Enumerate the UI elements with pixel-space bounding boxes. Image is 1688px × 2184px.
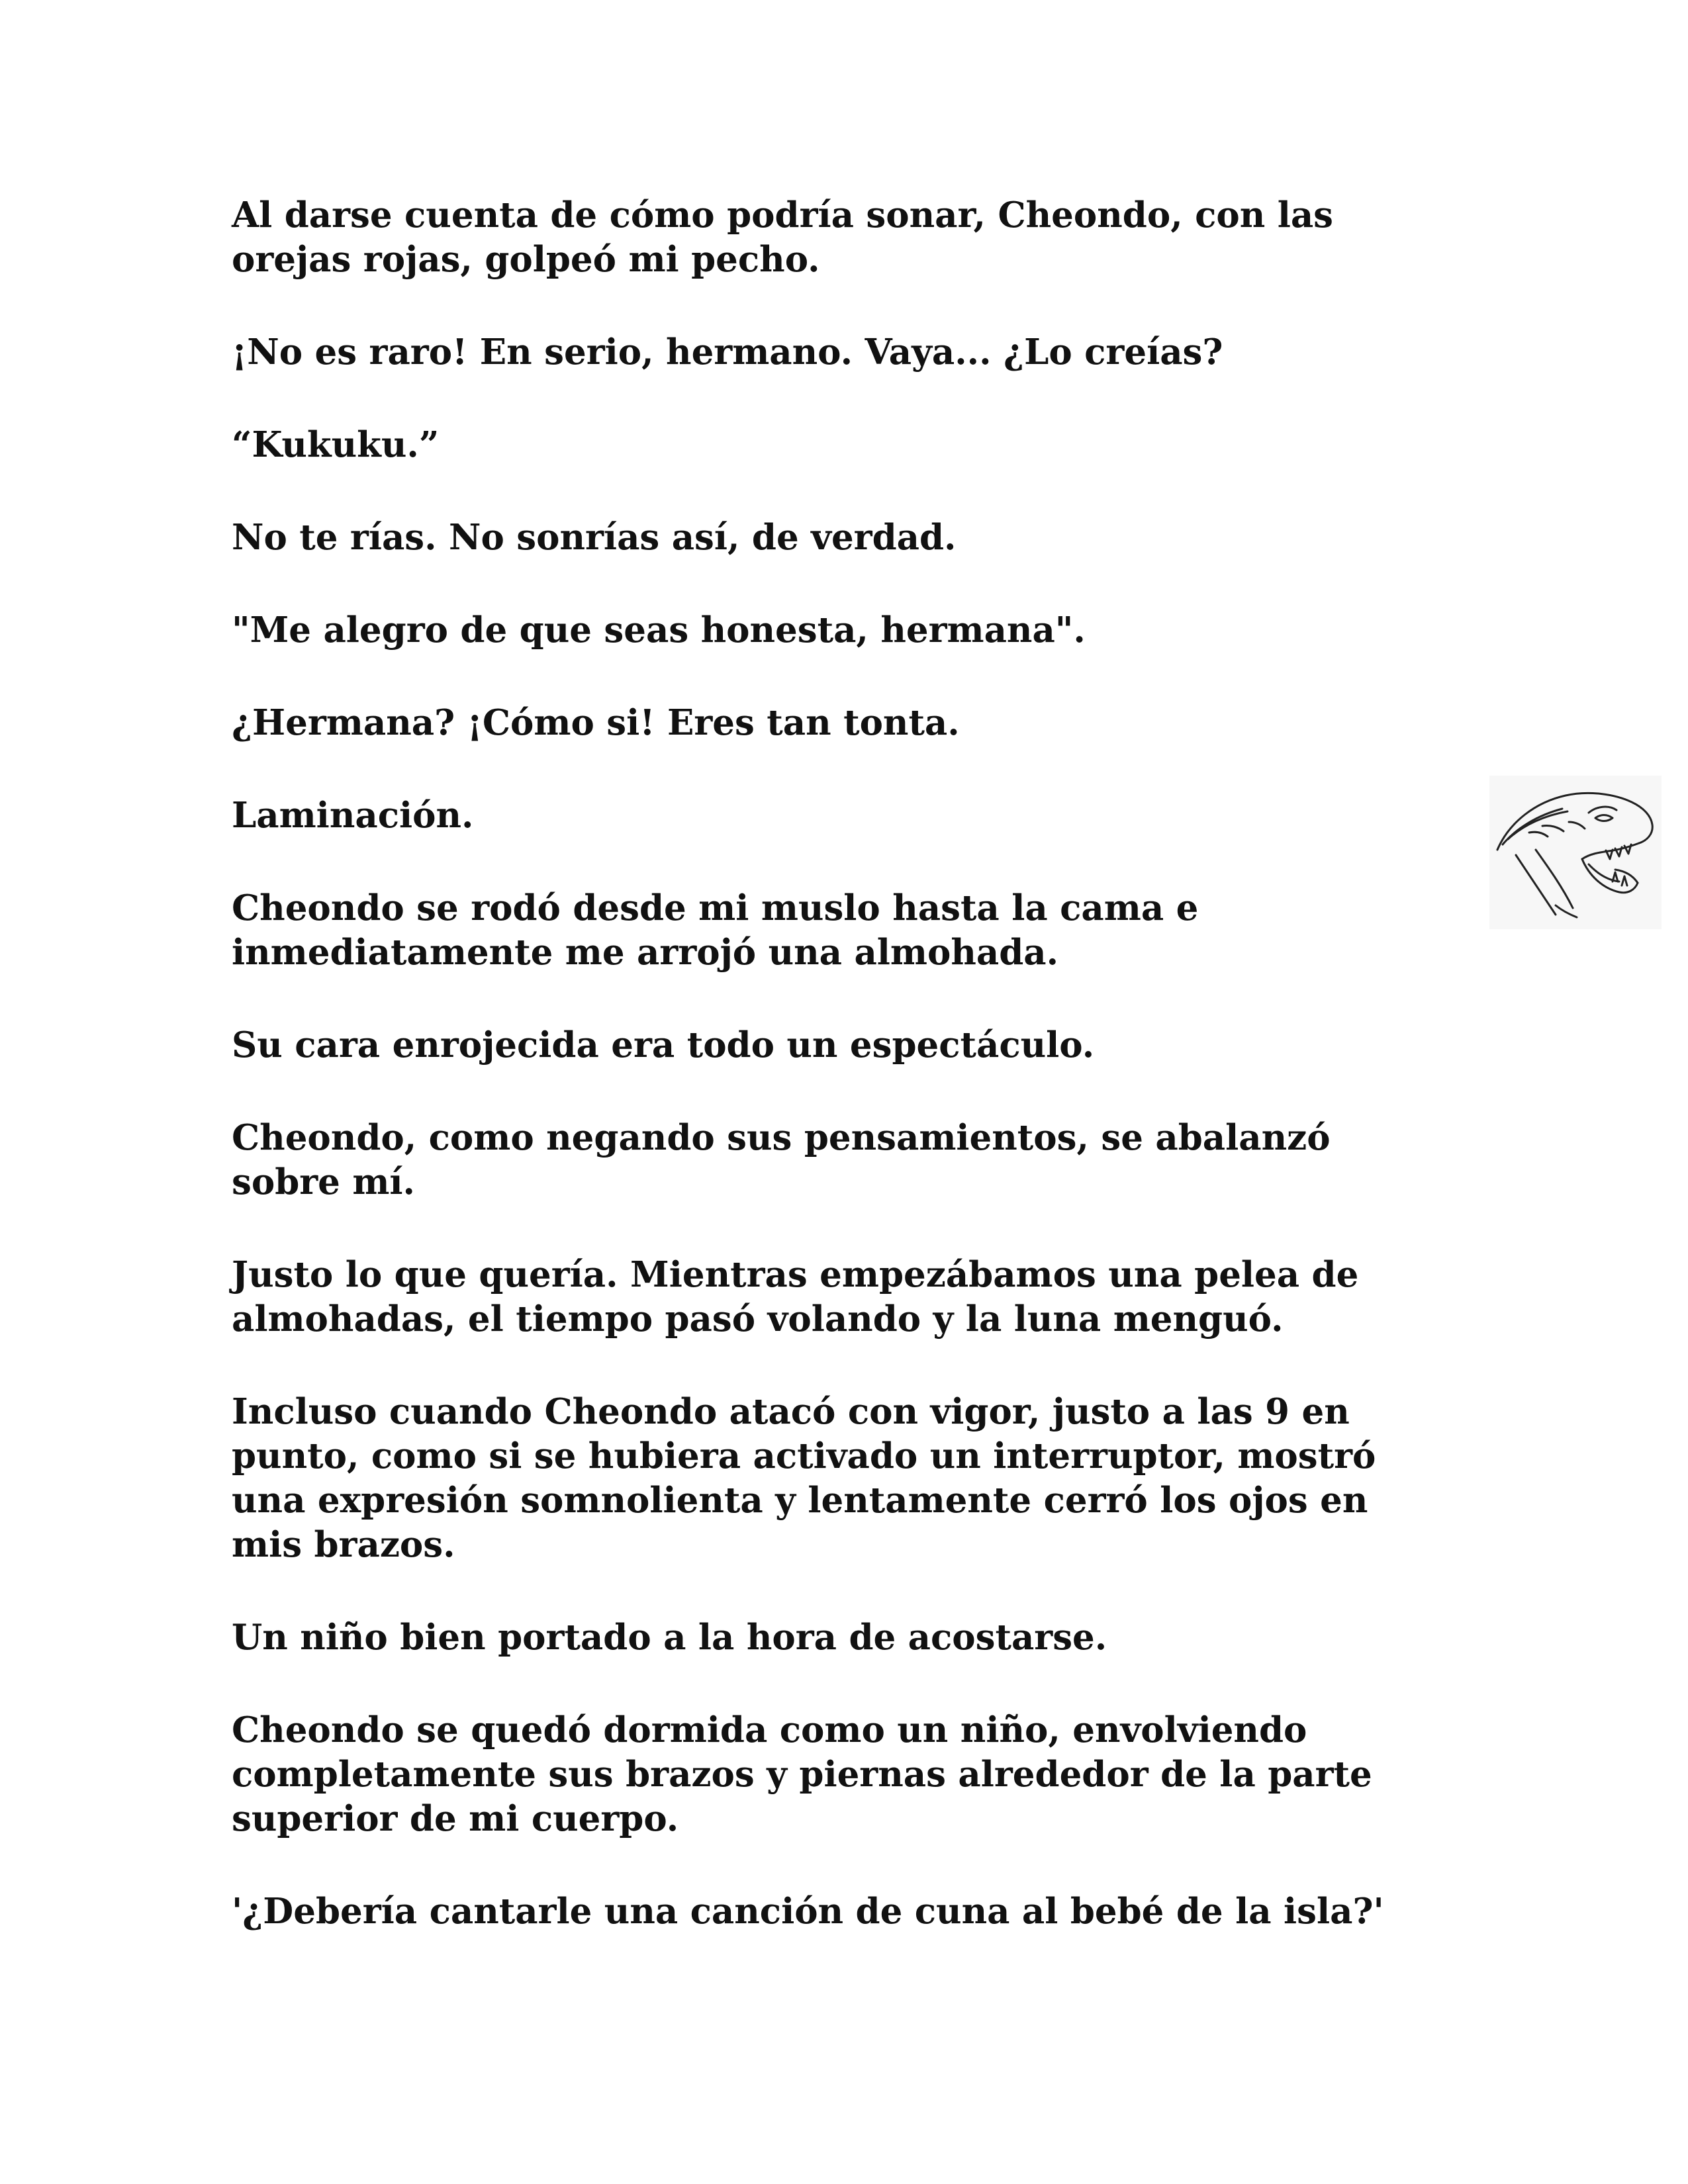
paragraph: Cheondo, como negando sus pensamientos, se abalanzó sobre mí. xyxy=(232,1117,1331,1203)
paragraph: '¿Debería cantarle una canción de cuna al bebé de la isla?' xyxy=(232,1891,1384,1932)
paragraph: “Kukuku.” xyxy=(232,424,440,465)
paragraph: Su cara enrojecida era todo un espectáculo. xyxy=(232,1024,1095,1066)
paragraph: ¿Hermana? ¡Cómo si! Eres tan tonta. xyxy=(232,702,960,743)
paragraph: Laminación. xyxy=(232,795,474,836)
paragraph: "Me alegro de que seas honesta, hermana". xyxy=(232,610,1086,651)
paragraph: No te rías. No sonrías así, de verdad. xyxy=(232,517,957,558)
document-body xyxy=(232,193,1443,1982)
paragraph: ¡No es raro! En serio, hermano. Vaya... ¿Lo creías? xyxy=(232,332,1223,373)
paragraph: Un niño bien portado a la hora de acostarse. xyxy=(232,1617,1107,1658)
dinosaur-head-icon xyxy=(1489,776,1662,929)
paragraph: Justo lo que quería. Mientras empezábamos una pelea de almohadas, el tiempo pasó volando y la luna menguó. xyxy=(232,1254,1359,1340)
paragraph: Al darse cuenta de cómo podría sonar, Cheondo, con las orejas rojas, golpeó mi pecho. xyxy=(232,195,1334,280)
paragraph: Cheondo se rodó desde mi muslo hasta la cama e inmediatamente me arrojó una almohada. xyxy=(232,887,1199,973)
paragraph: Cheondo se quedó dormida como un niño, envolviendo completamente sus brazos y piernas alrededor de la parte superior de mi cuerpo. xyxy=(232,1709,1372,1839)
paragraph: Incluso cuando Cheondo atacó con vigor, justo a las 9 en punto, como si se hubiera activado un interruptor, mostró una expresión somnolienta y lentamente cerró los ojos en mis brazos. xyxy=(232,1391,1376,1565)
